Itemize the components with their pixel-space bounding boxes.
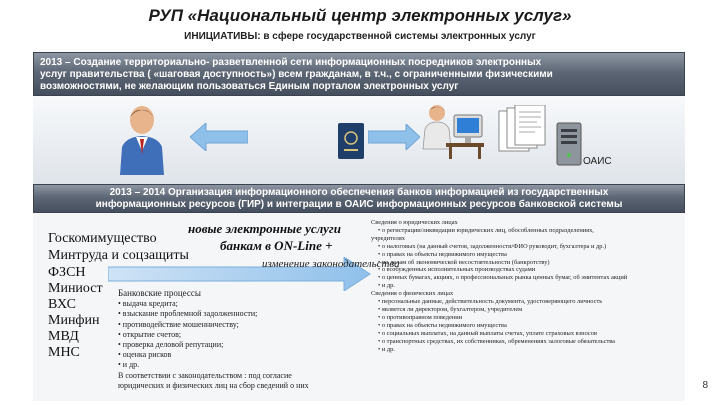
info-line: • о транспортных средствах, их собственниках, обременениях залоговые обязательства [378, 337, 616, 345]
agency-item: Минфин [48, 313, 100, 328]
info-line: • о налоговых (на данный счетов, задолженности/ФИО руководит, бухгалтера и др.) [378, 242, 607, 250]
agency-item: МНС [48, 345, 80, 360]
info-line: • и др. [378, 282, 395, 290]
passport-icon [337, 122, 365, 160]
operator-computer-icon [420, 101, 484, 159]
info-column [371, 219, 693, 353]
law-change-label: изменение законодательства [262, 258, 400, 270]
banner-line: услуг правительства ( «шаговая доступность») всем гражданам, в т.ч., с ограниченными физическими [40, 69, 553, 80]
bank-processes-footer: юридических и физических лиц на сбор сведений о них [118, 380, 309, 390]
flow-arrow-right-icon [368, 124, 420, 150]
page-title: РУП «Национальный центр электронных услуг» [148, 6, 572, 25]
flow-arrow-left-icon [190, 123, 248, 151]
page-subtitle: ИНИЦИАТИВЫ: в сфере государственной системы электронных услуг [184, 31, 536, 42]
bank-process-item: • открытие счетов; [118, 329, 182, 339]
bank-process-item: • проверка деловой репутации; [118, 340, 224, 350]
banner-line: 2013 – Создание территориально- разветвленной сети информационных посредников электронных [40, 57, 542, 68]
info-line: • и др. [378, 345, 395, 353]
info-line: Сведения о физических лицах [371, 290, 454, 298]
info-line: • о противоправном поведении [378, 313, 463, 321]
banner-line: возможностями, не желающим пользоваться Единым порталом электронных услуг [40, 81, 459, 92]
info-line: • о ценных бумагах, акциях, о профессиональных рынка ценных бумаг, об эмитентах акций [378, 274, 628, 282]
info-line: • персональные данные, действительность документа, удостоверяющего личность [378, 298, 603, 306]
info-line: • о правах на объекты недвижимого имущества [378, 250, 507, 258]
info-line: • о возбужденных исполнительных производствах судами [378, 266, 536, 274]
initiative-banner-2013-2014 [33, 184, 685, 213]
info-line: Сведения о юридических лицах [371, 219, 458, 226]
initiative-banner-2013 [33, 52, 685, 96]
agency-item: ВХС [48, 297, 76, 312]
bank-process-item: • противодействие мошенничеству; [118, 319, 239, 329]
bank-process-item: • и др. [118, 360, 140, 370]
info-line: • о социальных выплатах, на данный выплаты счетах, уплате страховых взносов [378, 329, 597, 337]
oais-label: ОАИС [583, 156, 612, 167]
agency-item: МВД [48, 329, 79, 344]
info-line: • о правах на объекты недвижимого имущества [378, 321, 507, 329]
bank-process-item: • взыскание проблемной задолженности; [118, 309, 258, 319]
agency-item: ФЗСН [48, 265, 86, 280]
oais-server-icon [555, 121, 583, 167]
new-services-line1: новые электронные услуги [188, 221, 341, 236]
banner-line: информационных ресурсов (ГИР) и интеграции в ОАИС информационных ресурсов банковской системы [95, 199, 623, 210]
document-stack-icon [497, 105, 555, 157]
bank-processes [118, 288, 309, 391]
page-number: 8 [702, 380, 708, 391]
citizen-person-icon [118, 103, 166, 175]
bank-processes-footer: В соответствии с законодательством : под согласие [118, 370, 292, 380]
agency-item: Госкомимущество [48, 231, 157, 246]
info-line: • по делам об экономической несостоятельности (банкротству) [378, 258, 550, 266]
new-services-line2: банкам в ON-Line + [220, 238, 333, 253]
info-line: • о регистрации/ликвидации юридических лиц, обособленных подразделениях, [378, 226, 594, 234]
bank-process-item: • выдача кредита; [118, 299, 178, 309]
bank-process-item: • оценка рисков [118, 350, 172, 360]
agency-item: Минтруда и соцзащиты [48, 248, 189, 263]
bank-processes-heading: Банковские процессы [118, 288, 201, 298]
agency-item: Миниост [48, 281, 103, 296]
banner-line: 2013 – 2014 Организация информационного обеспечения банков информацией из государственных [109, 187, 609, 198]
info-line: • является ли директором, бухгалтером, учредителем [378, 305, 523, 313]
info-line: учредителях [371, 234, 405, 242]
